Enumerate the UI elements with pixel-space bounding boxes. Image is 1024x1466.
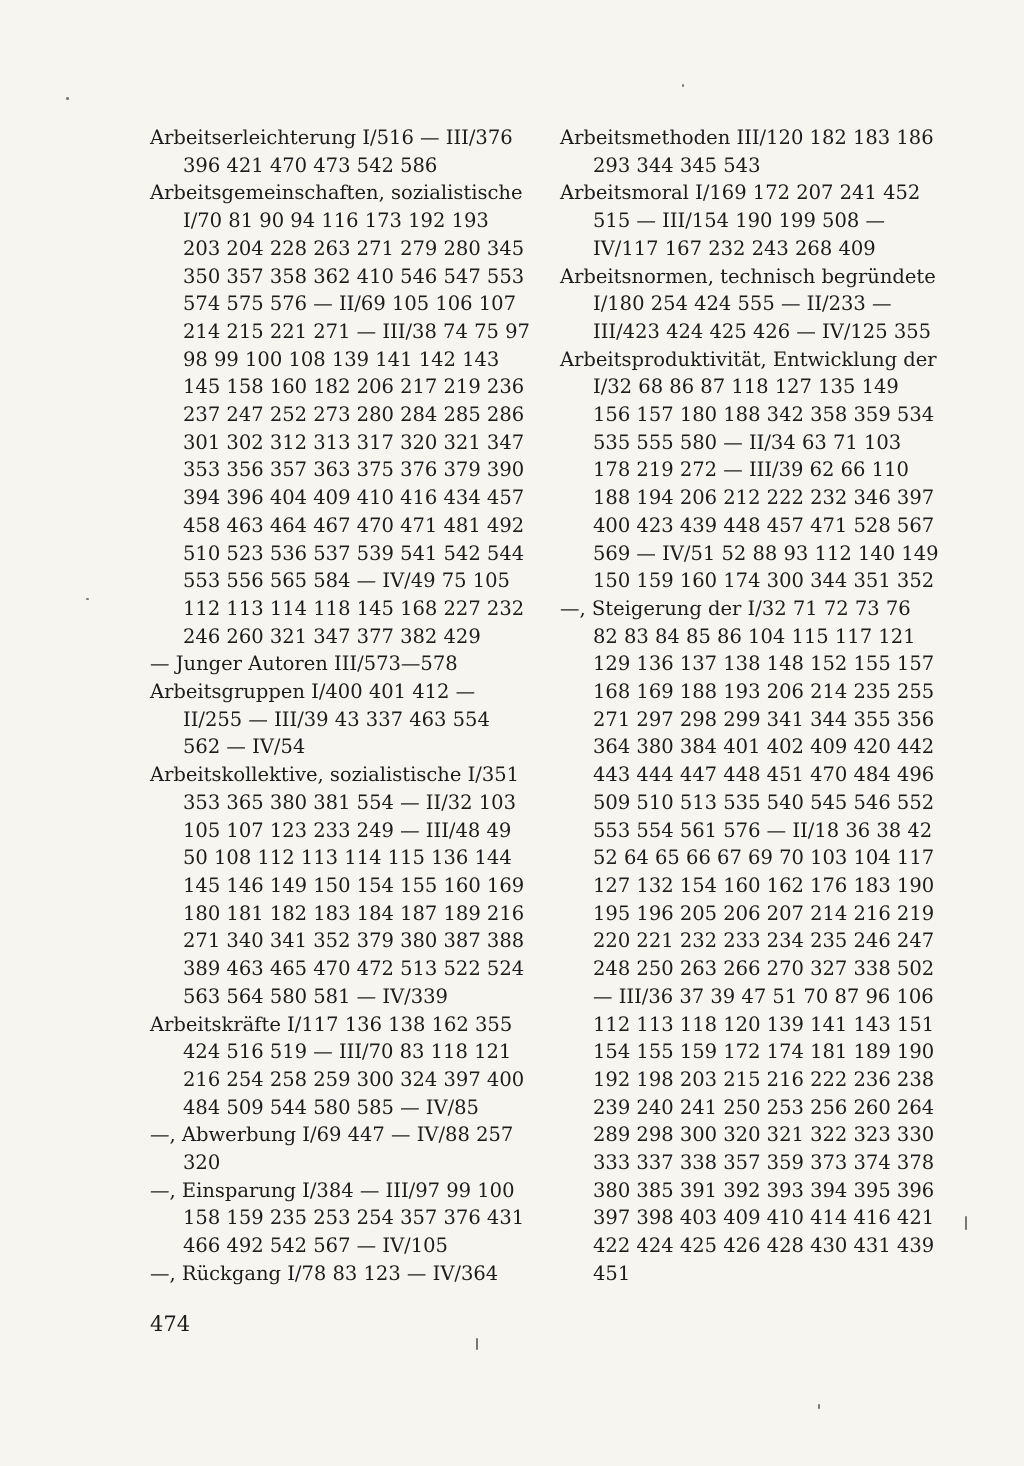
index-entry-arbeitskollektive: Arbeitskollektive, sozialistische I/351 353 365 380 381 554 — II/32 103 105 107 123 233 249 — III/48 49 50 108 112 113 114 115 136 144 145 146 149 150 154 155 160 169 180 181 182 183 184 187 189 216 271 340 341 352 379 380 387 388 389 463 465 470 472 513 522 524 563 564 580 581 — IV/339 — [150, 763, 525, 1008]
index-subentry-rueckgang: —, Rückgang I/78 83 123 — IV/364 — [150, 1261, 499, 1285]
index-entry-arbeitsmethoden: Arbeitsmethoden III/120 182 183 186 293 344 345 543 — [560, 126, 934, 177]
index-entry-arbeitsproduktivitaet: Arbeitsproduktivität, Entwicklung der I/32 68 86 87 118 127 135 149 156 157 180 188 342 358 359 534 535 555 580 — II/34 63 71 103 178 219 272 — III/39 62 66 110 188 194 206 212 222 232 346 397 400 423 439 448 457 471 528 567 569 — IV/51 52 88 93 112 140 149 150 159 160 174 300 344 351 352 — [560, 347, 939, 593]
page-number: 474 — [150, 1312, 191, 1336]
index-entry-arbeitsgruppen: Arbeitsgruppen I/400 401 412 — II/255 — III/39 43 337 463 554 562 — IV/54 — [150, 680, 490, 759]
scan-speck — [818, 1404, 820, 1409]
index-entry-arbeitsgemeinschaften: Arbeitsgemeinschaften, sozialistische I/70 81 90 94 116 173 192 193 203 204 228 263 271 279 280 345 350 357 358 362 410 546 547 553 574 575 576 — II/69 105 106 107 214 215 221 271 — III/38 74 75 97 98 99 100 108 139 141 142 143 145 158 160 182 206 217 219 236 237 247 252 273 280 284 285 286 301 302 312 313 317 320 321 347 353 356 357 363 375 376 379 390 394 396 404 409 410 416 434 457 458 463 464 467 470 471 481 492 510 523 536 537 539 541 542 544 553 556 565 584 — IV/49 75 105 112 113 114 118 145 168 227 232 246 260 321 347 377 382 429 — [150, 181, 530, 648]
scan-speck — [86, 598, 89, 600]
index-subentry-steigerung: —, Steigerung der I/32 71 72 73 76 82 83 84 85 86 104 115 117 121 129 136 137 138 148 152 155 157 168 169 188 193 206 214 235 255 271 297 298 299 341 344 355 356 364 380 384 401 402 409 420 442 443 444 447 448 451 470 484 496 509 510 513 535 540 545 546 552 553 554 561 576 — II/18 36 38 42 52 64 65 66 67 69 70 103 104 117 127 132 154 160 162 176 183 190 195 196 205 206 207 214 216 219 220 221 232 233 234 235 246 247 248 250 263 266 270 327 338 502— III/36 37 39 47 51 70 87 96 106 112 113 118 120 139 141 143 151 154 155 159 172 174 181 189 190 192 198 203 215 216 222 236 238 239 240 241 250 253 256 260 264 289 298 300 320 321 322 323 330 333 337 338 357 359 373 374 378 380 385 391 392 393 394 395 396 397 398 403 409 410 414 416 421 422 424 425 426 428 430 431 439 451 — [560, 596, 935, 1285]
index-entry-arbeitserleichterung: Arbeitserleichterung I/516 — III/376 396 421 470 473 542 586 — [150, 126, 513, 177]
index-subentry-junger-autoren: — Junger Autoren III/573—578 — [150, 652, 458, 676]
scan-speck — [965, 1216, 967, 1230]
index-subentry-abwerbung: —, Abwerbung I/69 447 — IV/88 257 320 — [150, 1123, 514, 1175]
scan-speck — [682, 84, 684, 87]
index-column-right — [560, 124, 940, 1288]
index-entry-arbeitsmoral: Arbeitsmoral I/169 172 207 241 452 515 — III/154 190 199 508 — IV/117 167 232 243 268 409 — [560, 181, 921, 260]
index-subentry-einsparung: —, Einsparung I/384 — III/97 99 100 158 159 235 253 254 357 376 431 466 492 542 567 — IV/105 — [150, 1178, 525, 1258]
index-column-left — [150, 124, 530, 1288]
index-entry-arbeitsnormen: Arbeitsnormen, technisch begründete I/180 254 424 555 — II/233 — III/423 424 425 426 — IV/125 355 — [560, 264, 936, 343]
index-entry-arbeitskraefte: Arbeitskräfte I/117 136 138 162 355 424 516 519 — III/70 83 118 121 216 254 258 259 300 324 397 400 484 509 544 580 585 — IV/85 — [150, 1012, 525, 1119]
scan-speck — [66, 97, 69, 100]
scan-speck — [476, 1338, 478, 1350]
